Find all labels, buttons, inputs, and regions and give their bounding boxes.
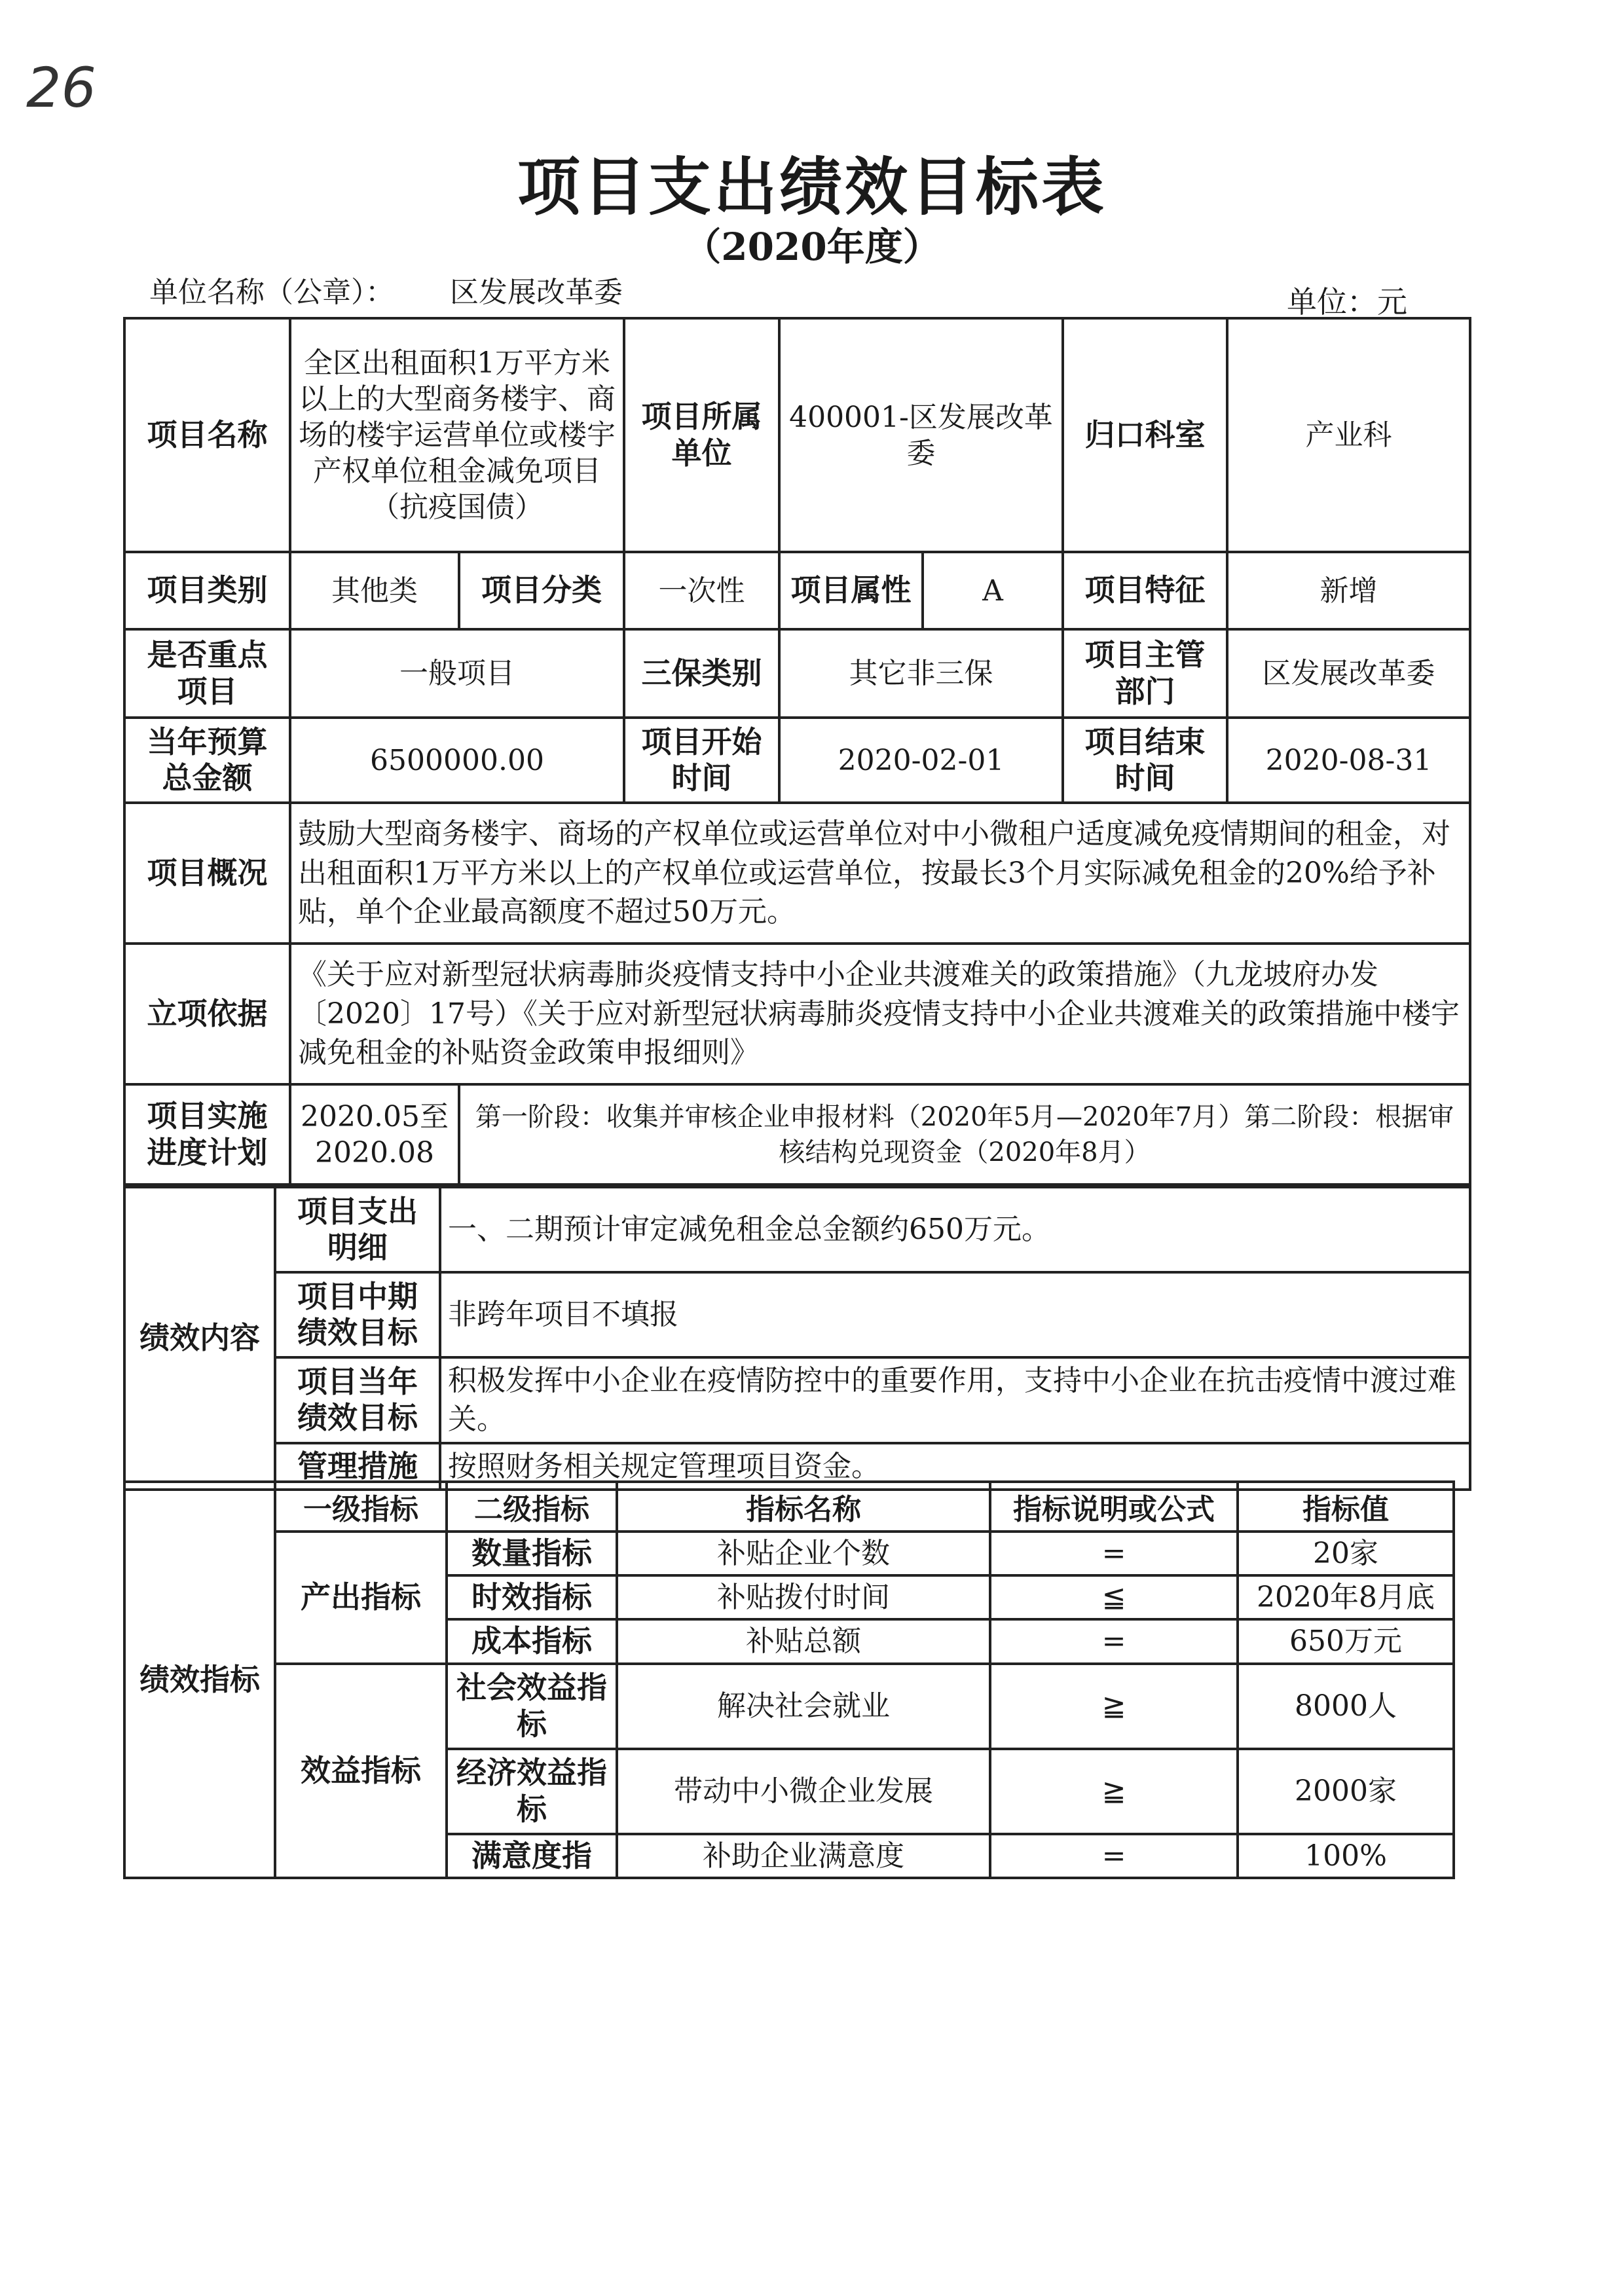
page-title: 项目支出绩效目标表 [517,151,1107,224]
attribute-label: 项目属性 [779,552,923,629]
table-row-op: ≧ [990,1664,1238,1749]
belong-unit-value: 400001-区发展改革委 [779,318,1063,552]
belong-unit-label: 项目所属单位 [624,318,779,552]
project-name-value: 全区出租面积1万平方米以上的大型商务楼宇、商场的楼宇运营单位或楼宇产权单位租金减免项目（抗疫国债） [290,318,624,552]
table-row-name: 带动中小微企业发展 [617,1749,990,1834]
page-subtitle: （2020年度） [683,225,941,269]
basis-label: 立项依据 [124,944,290,1084]
page-number: 26 [26,56,96,120]
table-row-op: ≧ [990,1749,1238,1834]
table-row-name: 补贴企业个数 [617,1532,990,1575]
sanbao-label: 三保类别 [624,629,779,718]
table-row-name: 补贴拨付时间 [617,1575,990,1619]
header-name: 指标名称 [617,1482,990,1532]
manager-label: 项目主管部门 [1063,629,1227,718]
start-label: 项目开始时间 [624,718,779,803]
table-row-value: 100% [1238,1834,1454,1878]
category-label: 项目类别 [124,552,290,629]
year-goal-value: 积极发挥中小企业在疫情防控中的重要作用，支持中小企业在抗击疫情中渡过难关。 [440,1357,1470,1443]
sanbao-value: 其它非三保 [779,629,1063,718]
level1-benefit: 效益指标 [275,1664,447,1878]
unit-name-value: 区发展改革委 [450,276,623,309]
overview-label: 项目概况 [124,803,290,944]
basis-value: 《关于应对新型冠状病毒肺炎疫情支持中小企业共渡难关的政策措施》（九龙坡府办发〔2020〕17号）《关于应对新型冠状病毒肺炎疫情支持中小企业共渡难关的政策措施中楼宇减免租金的补贴资金政策申报细则》 [290,944,1470,1084]
table-row-value: 2020年8月底 [1238,1575,1454,1619]
measures-value: 按照财务相关规定管理项目资金。 [440,1443,1470,1490]
table-row-name: 补助企业满意度 [617,1834,990,1878]
classification-label: 项目分类 [459,552,624,629]
key-value: 一般项目 [290,629,624,718]
table-row-l2: 经济效益指标 [447,1749,617,1834]
table-row-value: 20家 [1238,1532,1454,1575]
performance-index-table [123,1480,1455,1879]
dept-value: 产业科 [1227,318,1470,552]
table-row-name: 解决社会就业 [617,1664,990,1749]
detail-value: 一、二期预计审定减免租金总金额约650万元。 [440,1187,1470,1272]
performance-content-table [123,1186,1471,1491]
schedule-label: 项目实施进度计划 [124,1084,290,1184]
table-row-name: 补贴总额 [617,1619,990,1663]
table-row-op: = [990,1834,1238,1878]
start-value: 2020-02-01 [779,718,1063,803]
dept-label: 归口科室 [1063,318,1227,552]
category-value: 其他类 [290,552,459,629]
schedule-text: 第一阶段：收集并审核企业申报材料（2020年5月—2020年7月）第二阶段：根据审核结构兑现资金（2020年8月） [459,1084,1470,1184]
mid-goal-value: 非跨年项目不填报 [440,1272,1470,1357]
table-row-value: 2000家 [1238,1749,1454,1834]
level1-output: 产出指标 [275,1532,447,1664]
header-level2: 二级指标 [447,1482,617,1532]
perf-content-label: 绩效内容 [124,1187,275,1490]
header-value: 指标值 [1238,1482,1454,1532]
mid-goal-label: 项目中期绩效目标 [275,1272,440,1357]
project-name-label: 项目名称 [124,318,290,552]
table-row-op: = [990,1619,1238,1663]
manager-value: 区发展改革委 [1227,629,1470,718]
budget-label: 当年预算总金额 [124,718,290,803]
measures-label: 管理措施 [275,1443,440,1490]
attribute-value: A [923,552,1063,629]
table-row-op: ≦ [990,1575,1238,1619]
table-row-l2: 成本指标 [447,1619,617,1663]
table-row-l2: 数量指标 [447,1532,617,1575]
table-row-l2: 时效指标 [447,1575,617,1619]
feature-label: 项目特征 [1063,552,1227,629]
unit-name-label: 单位名称（公章）： [149,276,394,309]
year-goal-label: 项目当年绩效目标 [275,1357,440,1443]
table-row-value: 650万元 [1238,1619,1454,1663]
classification-value: 一次性 [624,552,779,629]
project-info-table [123,317,1471,1186]
table-row-op: = [990,1532,1238,1575]
table-row-l2: 满意度指 [447,1834,617,1878]
feature-value: 新增 [1227,552,1470,629]
header-formula: 指标说明或公式 [990,1482,1238,1532]
end-value: 2020-08-31 [1227,718,1470,803]
detail-label: 项目支出明细 [275,1187,440,1272]
unit-name [149,268,623,310]
currency-unit: 单位：元 [1287,284,1407,320]
table-row-value: 8000人 [1238,1664,1454,1749]
table-row-l2: 社会效益指标 [447,1664,617,1749]
overview-value: 鼓励大型商务楼宇、商场的产权单位或运营单位对中小微租户适度减免疫情期间的租金，对出租面积1万平方米以上的产权单位或运营单位，按最长3个月实际减免租金的20%给予补贴，单个企业最高额度不超过50万元。 [290,803,1470,944]
budget-value: 6500000.00 [290,718,624,803]
header-level1: 一级指标 [275,1482,447,1532]
end-label: 项目结束时间 [1063,718,1227,803]
key-label: 是否重点项目 [124,629,290,718]
schedule-period: 2020.05至2020.08 [290,1084,459,1184]
perf-index-label: 绩效指标 [124,1482,275,1878]
